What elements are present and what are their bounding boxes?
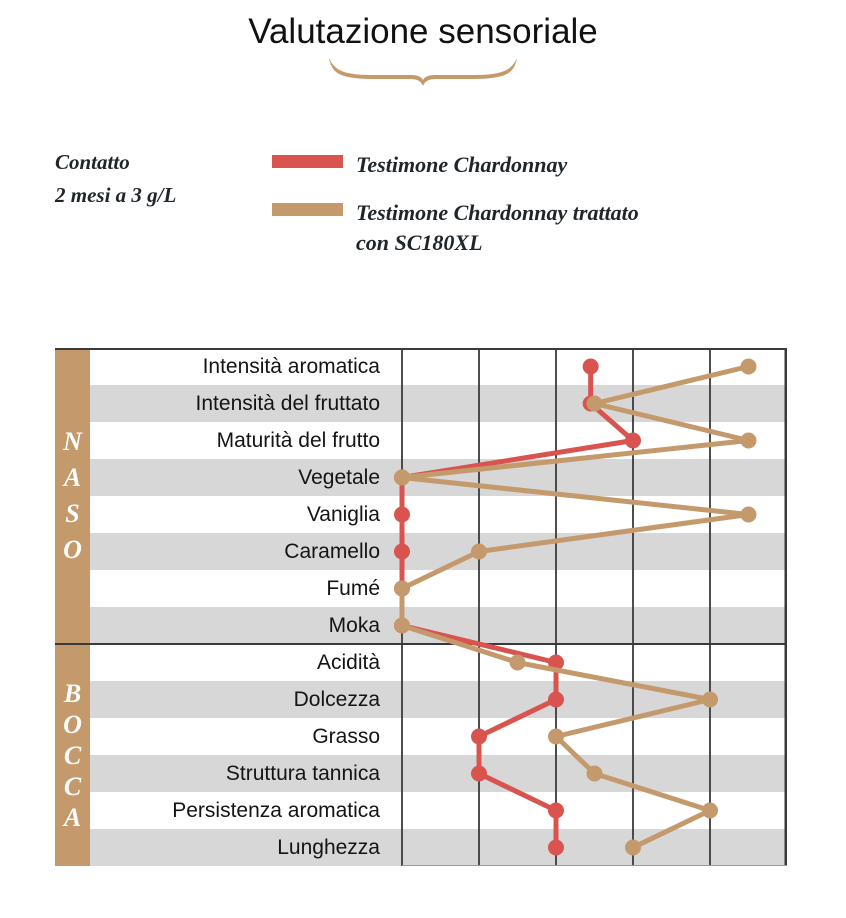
legend xyxy=(272,150,639,276)
row-label: Maturità del frutto xyxy=(216,429,380,452)
section-letter: A xyxy=(63,802,82,832)
section-letter: N xyxy=(63,427,82,456)
row-label: Intensità del fruttato xyxy=(195,392,380,415)
row-label: Dolcezza xyxy=(293,688,380,711)
section-letter: O xyxy=(63,535,82,564)
data-point xyxy=(471,544,487,560)
data-point xyxy=(741,359,757,375)
data-point xyxy=(471,729,487,745)
legend-label xyxy=(356,150,567,180)
row-label: Lunghezza xyxy=(277,836,380,859)
row-label: Grasso xyxy=(312,725,380,748)
section-letter: A xyxy=(63,463,82,492)
row-label: Struttura tannica xyxy=(225,762,380,785)
data-point xyxy=(587,396,603,412)
section-letter: C xyxy=(63,771,82,801)
data-point xyxy=(471,766,487,782)
data-point xyxy=(625,840,641,856)
chart-plot xyxy=(55,348,787,866)
data-point xyxy=(548,840,564,856)
data-point xyxy=(394,507,410,523)
legend-item xyxy=(272,198,639,258)
legend-swatch xyxy=(272,155,343,168)
legend-label-line: con SC180XL xyxy=(356,230,483,255)
data-point xyxy=(510,655,526,671)
data-point xyxy=(587,766,603,782)
contact-note-line1: Contatto xyxy=(55,150,130,174)
data-point xyxy=(394,470,410,486)
row-label: Fumé xyxy=(326,577,380,600)
contact-note xyxy=(55,146,176,212)
data-point xyxy=(625,433,641,449)
data-point xyxy=(702,803,718,819)
section-letter: B xyxy=(63,678,82,708)
data-point xyxy=(548,692,564,708)
data-point xyxy=(548,803,564,819)
legend-swatch xyxy=(272,203,343,216)
legend-label xyxy=(356,198,639,258)
section-letter: S xyxy=(65,499,80,528)
section-letter: O xyxy=(63,709,82,739)
sensory-chart xyxy=(55,348,787,866)
row-label: Acidità xyxy=(316,651,380,674)
data-point xyxy=(741,507,757,523)
data-point xyxy=(583,359,599,375)
row-label: Persistenza aromatica xyxy=(172,799,380,822)
data-point xyxy=(548,729,564,745)
row-label: Vaniglia xyxy=(306,503,380,526)
row-label: Caramello xyxy=(284,540,380,563)
row-label: Vegetale xyxy=(298,466,380,489)
data-point xyxy=(702,692,718,708)
data-point xyxy=(394,581,410,597)
curly-brace-icon xyxy=(327,57,519,89)
row-label: Moka xyxy=(328,614,380,637)
series-line-1 xyxy=(402,367,749,848)
section-letter: C xyxy=(63,740,82,770)
contact-note-line2: 2 mesi a 3 g/L xyxy=(55,183,177,207)
data-point xyxy=(394,618,410,634)
legend-label-line: Testimone Chardonnay trattato xyxy=(356,200,639,225)
page-title: Valutazione sensoriale xyxy=(248,12,598,51)
data-point xyxy=(394,544,410,560)
data-point xyxy=(741,433,757,449)
legend-item xyxy=(272,150,639,180)
row-label: Intensità aromatica xyxy=(202,355,380,378)
legend-label-line: Testimone Chardonnay xyxy=(356,152,568,177)
